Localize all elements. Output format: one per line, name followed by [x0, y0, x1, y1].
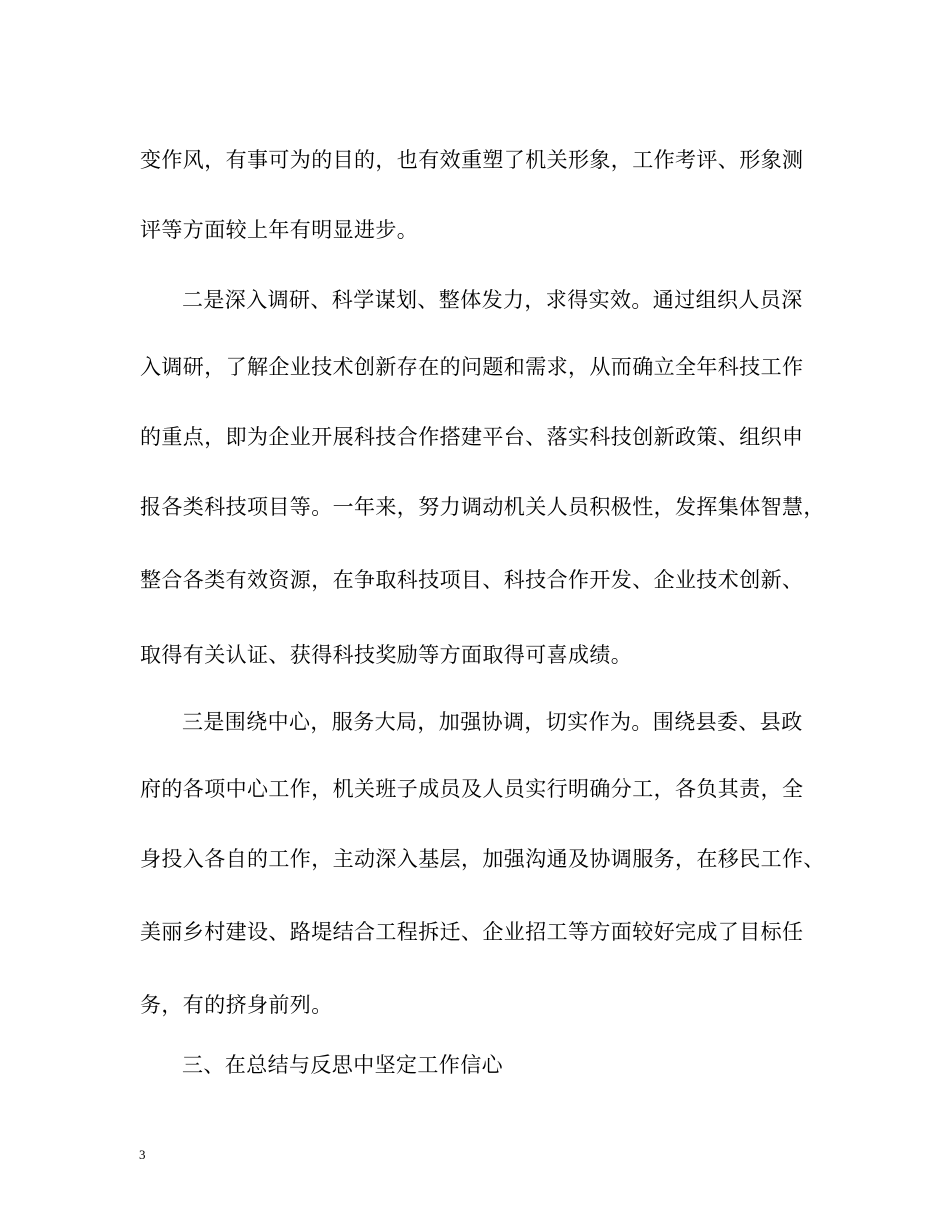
text-line: 入调研，了解企业技术创新存在的问题和需求，从而确立全年科技工作: [140, 355, 804, 379]
text-line: 评等方面较上年有明显进步。: [140, 218, 419, 242]
text-line: 府的各项中心工作，机关班子成员及人员实行明确分工，各负其责，全: [140, 777, 804, 801]
section-heading: 三、在总结与反思中坚定工作信心: [182, 1053, 503, 1077]
text-line: 取得有关认证、获得科技奖励等方面取得可喜成绩。: [140, 643, 633, 667]
text-line: 美丽乡村建设、路堤结合工程拆迁、企业招工等方面较好完成了目标任: [140, 920, 804, 944]
text-line: 报各类科技项目等。一年来，努力调动机关人员积极性，发挥集体智慧，: [140, 495, 825, 519]
page-number: 3: [139, 1147, 146, 1162]
text-line: 务，有的挤身前列。: [140, 993, 333, 1017]
text-line: 的重点，即为企业开展科技合作搭建平台、落实科技创新政策、组织申: [140, 425, 804, 449]
text-line: 整合各类有效资源，在争取科技项目、科技合作开发、企业技术创新、: [140, 568, 804, 592]
text-line: 变作风，有事可为的目的，也有效重塑了机关形象，工作考评、形象测: [140, 148, 804, 172]
paragraph-start-line: 三是围绕中心，服务大局，加强协调，切实作为。围绕县委、县政: [182, 710, 803, 734]
text-line: 身投入各自的工作，主动深入基层，加强沟通及协调服务，在移民工作、: [140, 847, 825, 871]
paragraph-start-line: 二是深入调研、科学谋划、整体发力，求得实效。通过组织人员深: [182, 288, 803, 312]
